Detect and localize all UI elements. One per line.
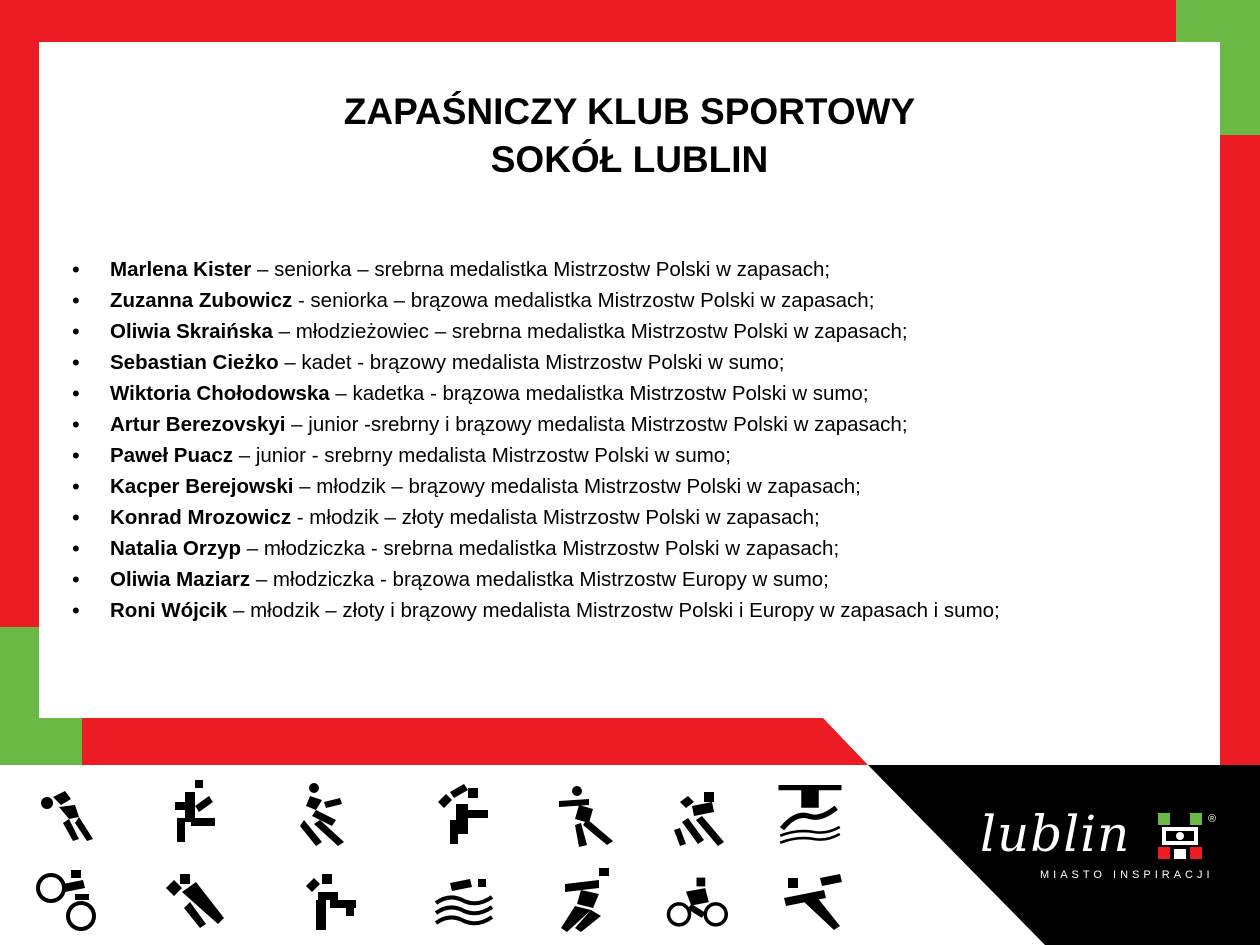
athlete-desc: - młodzik – złoty medalista Mistrzostw Polski w zapasach;: [291, 506, 820, 529]
athlete-name: Natalia Orzyp: [110, 537, 242, 560]
swimmer-icon: [430, 873, 500, 943]
title-line-2: SOKÓŁ LUBLIN: [490, 139, 769, 180]
athlete-name: Paweł Puacz: [110, 444, 234, 467]
list-item: [72, 595, 1052, 626]
hurdler-icon: [155, 778, 225, 848]
list-item: [72, 471, 1052, 502]
skier-icon: [160, 868, 230, 938]
athlete-desc: – młodzik – złoty i brązowy medalista Mistrzostw Polski i Europy w zapasach i sumo;: [227, 599, 1000, 622]
athlete-name: Marlena Kister: [110, 258, 252, 281]
jumper-icon: [430, 780, 500, 850]
list-item: [72, 440, 1052, 471]
running-athlete-icon: [35, 783, 105, 853]
athlete-desc: – junior - srebrny medalista Mistrzostw Polski w sumo;: [233, 444, 731, 467]
athlete-desc: – młodzik – brązowy medalista Mistrzostw Polski w zapasach;: [293, 475, 861, 498]
athlete-name: Oliwia Maziarz: [110, 568, 251, 591]
athlete-name: Kacper Berejowski: [110, 475, 294, 498]
list-item: [72, 316, 1052, 347]
kicker-icon: [290, 780, 360, 850]
list-item: [72, 502, 1052, 533]
list-item: [72, 285, 1052, 316]
lublin-logo: [980, 805, 1220, 885]
logo-tagline: MIASTO INSPIRACJI: [1040, 869, 1214, 881]
lublin-emblem-icon: [1156, 811, 1204, 863]
title-line-1: ZAPAŚNICZY KLUB SPORTOWY: [343, 91, 916, 132]
sprinter-icon: [555, 783, 625, 853]
registered-mark: ®: [1208, 813, 1217, 825]
athlete-desc: – kadetka - brązowa medalistka Mistrzostw Polski w sumo;: [329, 382, 869, 405]
athlete-name: Wiktoria Chołodowska: [110, 382, 330, 405]
athlete-desc: – młodzieżowiec – srebrna medalistka Mistrzostw Polski w zapasach;: [272, 320, 908, 343]
athlete-name: Konrad Mrozowicz: [110, 506, 292, 529]
athlete-desc: – kadet - brązowy medalista Mistrzostw Polski w sumo;: [278, 351, 785, 374]
athlete-name: Roni Wójcik: [110, 599, 228, 622]
cyclist-icon: [35, 866, 105, 936]
athlete-name: Oliwia Skraińska: [110, 320, 273, 343]
athlete-name: Artur Berezovskyi: [110, 413, 286, 436]
page-title: [39, 88, 1220, 184]
athlete-name: Sebastian Cieżko: [110, 351, 279, 374]
athlete-desc: – seniorka – srebrna medalistka Mistrzostw Polski w zapasach;: [251, 258, 831, 281]
climber-icon: [300, 866, 370, 936]
list-item: [72, 378, 1052, 409]
athlete-name: Zuzanna Zubowicz: [110, 289, 293, 312]
list-item: [72, 533, 1052, 564]
list-item: [72, 347, 1052, 378]
rower-icon: [780, 868, 850, 938]
medalist-list: [72, 254, 1052, 626]
athlete-desc: – junior -srebrny i brązowy medalista Mistrzostw Polski w zapasach;: [285, 413, 908, 436]
weightlifter-icon: [775, 778, 845, 848]
bike-rider-icon: [665, 868, 735, 938]
sport-pictograms: [30, 778, 870, 938]
athlete-desc: - seniorka – brązowa medalistka Mistrzostw Polski w zapasach;: [292, 289, 875, 312]
logo-text: lublin: [980, 805, 1131, 863]
thrower-icon: [670, 786, 740, 856]
skater-icon: [555, 866, 625, 936]
athlete-desc: – młodziczka - brązowa medalistka Mistrzostw Europy w sumo;: [250, 568, 829, 591]
list-item: [72, 564, 1052, 595]
list-item: [72, 409, 1052, 440]
list-item: [72, 254, 1052, 285]
athlete-desc: – młodziczka - srebrna medalistka Mistrzostw Polski w zapasach;: [241, 537, 840, 560]
